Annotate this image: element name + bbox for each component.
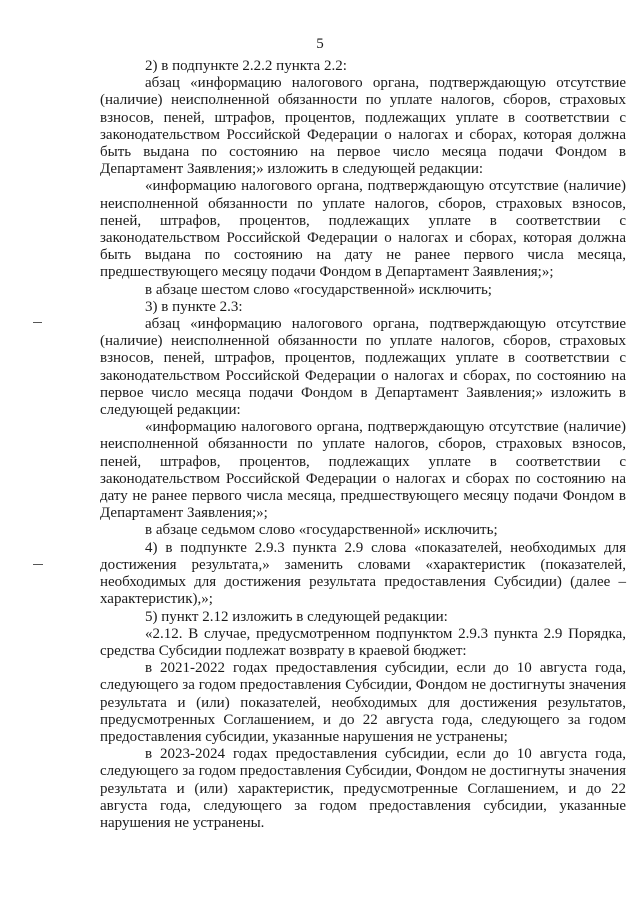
page-number: 5 <box>316 36 324 52</box>
scan-mark <box>33 564 43 565</box>
paragraph: в 2023-2024 годах предоставления субсидии, если до 10 августа года, следующего за годом предоставления Субсидии, Фондом не достигнуты значения результата и (или) характеристик, предусмотренные Соглашением, и до 22 августа года, следующего за годом предоставления субсидии, указанные нарушения не устранены. <box>100 746 626 831</box>
document-body <box>100 58 626 832</box>
paragraph: 5) пункт 2.12 изложить в следующей редакции: <box>145 608 448 625</box>
paragraph: «2.12. В случае, предусмотренном подпунктом 2.9.3 пункта 2.9 Порядка, средства Субсидии подлежат возврату в краевой бюджет: <box>100 625 626 659</box>
paragraph: 4) в подпункте 2.9.3 пункта 2.9 слова «показателей, необходимых для достижения результата,» заменить словами «характеристик (показателей, необходимых для достижения результата предоставления Субсидии) (далее – характеристик),»; <box>100 539 626 608</box>
paragraph: «информацию налогового органа, подтверждающую отсутствие (наличие) неисполненной обязанности по уплате налогов, сборов, страховых взносов, пеней, штрафов, процентов, подлежащих уплате в соответствии с законодательством Российской Федерации о налогах и сборах по состоянию на дату не ранее первого числа месяца, предшествующего месяцу подачи Фондом в Департамент Заявления;»; <box>100 419 626 522</box>
paragraph: 3) в пункте 2.3: <box>145 298 243 315</box>
paragraph: абзац «информацию налогового органа, подтверждающую отсутствие (наличие) неисполненной обязанности по уплате налогов, сборов, страховых взносов, пеней, штрафов, процентов, подлежащих уплате в соответствии с законодательством Российской Федерации о налогах и сборах, которая должна быть выдана по состоянию на первое число месяца подачи Фондом в Департамент Заявления;» изложить в следующей редакции: <box>100 75 626 178</box>
paragraph: в абзаце седьмом слово «государственной» исключить; <box>145 522 498 539</box>
paragraph: абзац «информацию налогового органа, подтверждающую отсутствие (наличие) неисполненной обязанности по уплате налогов, сборов, страховых взносов, пеней, штрафов, процентов, подлежащих уплате в соответствии с законодательством Российской Федерации о налогах и сборах, по состоянию на первое число месяца подачи Фондом в Департамент Заявления;» изложить в следующей редакции: <box>100 316 626 419</box>
paragraph: в абзаце шестом слово «государственной» исключить; <box>145 281 492 298</box>
paragraph: «информацию налогового органа, подтверждающую отсутствие (наличие) неисполненной обязанности по уплате налогов, сборов, страховых взносов, пеней, штрафов, процентов, подлежащих уплате в соответствии с законодательством Российской Федерации о налогах и сборах, которая должна быть выдана по состоянию на дату не ранее первого числа месяца, предшествующего месяцу подачи Фондом в Департамент Заявления;»; <box>100 178 626 281</box>
paragraph: в 2021-2022 годах предоставления субсидии, если до 10 августа года, следующего за годом предоставления Субсидии, Фондом не достигнуты значения результата и (или) показателей, необходимых для достижения результатов, предусмотренных Соглашением, и до 22 августа года, следующего за годом предоставления субсидии, указанные нарушения не устранены; <box>100 660 626 745</box>
scan-mark <box>33 322 42 323</box>
paragraph: 2) в подпункте 2.2.2 пункта 2.2: <box>145 58 347 74</box>
